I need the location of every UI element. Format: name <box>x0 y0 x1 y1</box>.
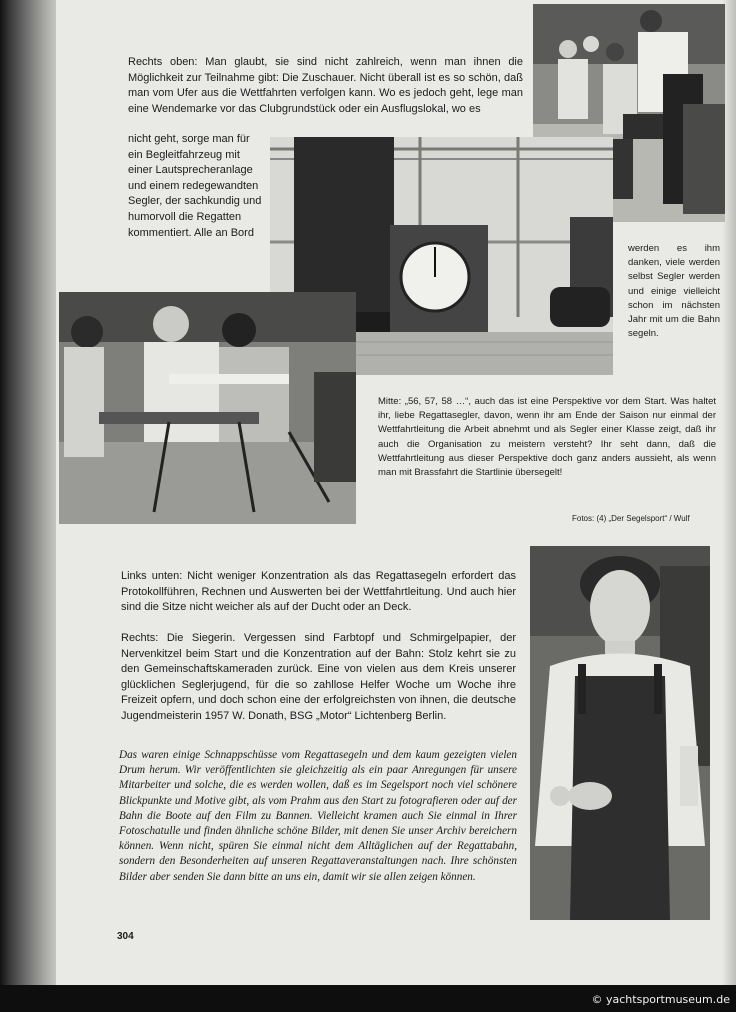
watermark: © yachtsportmuseum.de <box>591 993 730 1006</box>
closing-text: Das waren einige Schnappschüsse vom Regattasegeln und dem kaum gezeigten vielen Drum herum. Wir veröffentlichten sie gleichzeitig als ein paar Anregungen für unsere Mitarbeiter und solche, die es werden wollen, daß es im Segelsport noch viel schönere Blickpunkte und Motive gibt, als vom Prahm aus den Start zu fotografieren oder auf der Bahn die Boote auf den Film zu Bannen. Vielleicht kramen auch Sie einmal in Ihrer Fotoschatulle und finden ähnliche schöne Bilder, mit denen Sie unser Archiv bereichern können. Wenn nicht, spüren Sie einmal nicht dem Alltäglichen auf der Regattabahn, sondern den Besonderheiten auf unseren Regattaveranstaltungen nach. Ihre schönsten Bilder aber senden Sie dann bitte an uns ein, damit wir sie allen zeigen können. <box>119 749 517 883</box>
caption-right-winner: Rechts: Die Siegerin. Vergessen sind Farbtopf und Schmirgelpapier, der Nervenkitzel beim Start und die Konzentration auf der Bahn: Stolz kehrt sie zu den Gemeinschaftskameraden zurück. Eine von vielen aus dem Kreis unserer glücklichen Seglerjugend, für die so zahllose Helfer Woche um Woche ihre Freizeit opfern, und doch schon eine der erfolgreichsten von ihnen, die deutsche Jugendmeisterin 1957 W. Donath, BSG „Motor“ Lichtenberg Berlin. <box>121 632 516 722</box>
caption-middle: Mitte: „56, 57, 58 …“, auch das ist eine Perspektive vor dem Start. Was haltet ihr, liebe Regattasegler, davon, wenn ihr am Ende der Saison nur einmal der Wettfahrtleitung die Arbeit abnehmt und als Segler einer Klasse zeigt, daß ihr auch die Organisation zu meistern versteht? Ihr seht dann, daß die Wettfahrtleitung aus dieser Perspektive doch ganz anders aussieht, als wenn man mit Brassfahrt die Startlinie übersegelt! <box>378 396 716 479</box>
caption-top-right-column: nicht geht, sorge man für ein Begleitfahrzeug mit einer Lautsprecheranlage und einem redegewandten Segler, der sachkundig und humorvoll die Regatten kommentiert. Alle an Bord <box>128 133 262 239</box>
photo-credit: Fotos: (4) „Der Segelsport“ / Wulf <box>572 514 690 523</box>
caption-top-right-continue: werden es ihm danken, viele werden selbst Segler werden und einige vielleicht schon im nächsten Jahr mit um die Bahn segeln. <box>628 243 720 340</box>
caption-bottom-left: Links unten: Nicht weniger Konzentration als das Regattasegeln erfordert das Protokollführen, Rechnen und Auswerten bei der Wettfahrtleitung. Und auch hier sind die Sitze nicht weicher als auf der Ducht oder an Deck. <box>121 570 516 614</box>
caption-top-right-intro: Rechts oben: Man glaubt, sie sind nicht zahlreich, wenn man ihnen die Möglichkeit zur Teilnahme gibt: Die Zuschauer. Nicht überall ist es so schön, daß man vom Ufer aus die Wettfahrten verfolgen kann. Wo es jedoch geht, lege man eine Wendemarke vor das Clubgrundstück oder ein Ausflugslokal, wo es <box>128 56 523 115</box>
book-binding <box>0 0 60 1012</box>
page-number: 304 <box>117 931 134 942</box>
photo-winner <box>530 546 710 920</box>
photo-race-officials <box>59 292 356 524</box>
